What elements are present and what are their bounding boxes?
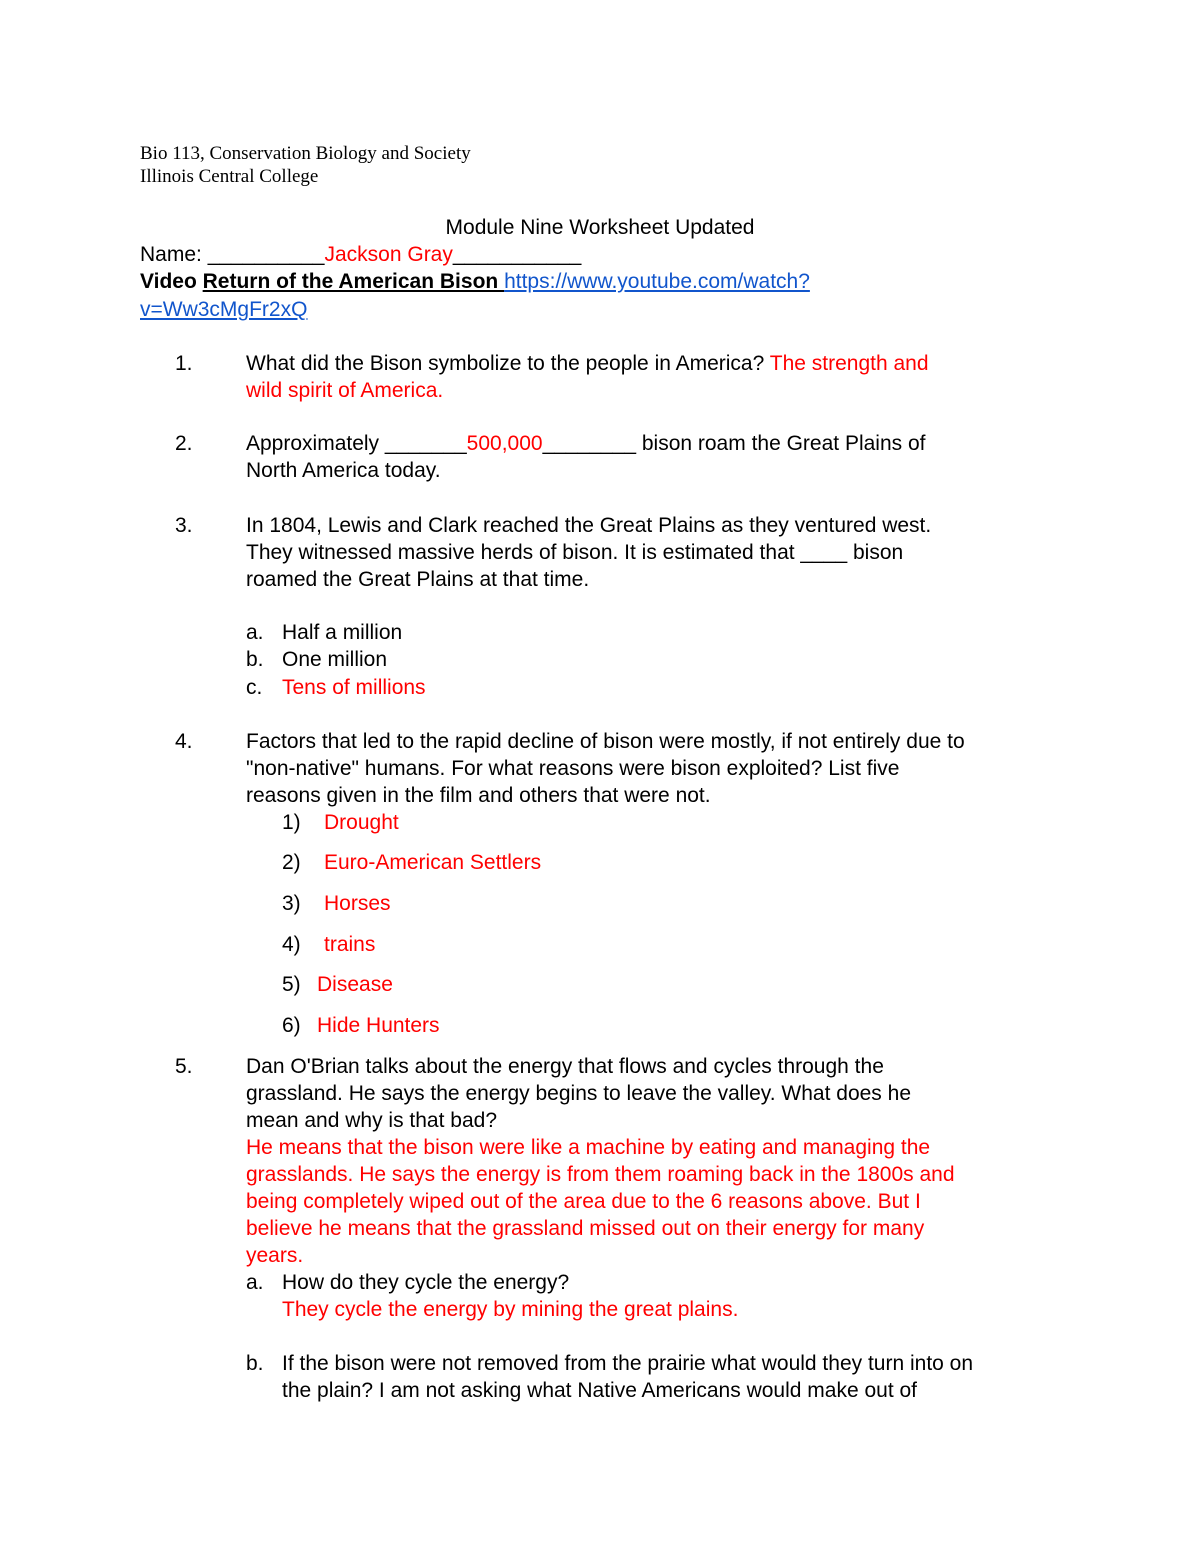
q3-line2: They witnessed massive herds of bison. It is estimated that ____ bison	[246, 541, 904, 564]
student-name: Jackson Gray	[324, 243, 453, 266]
q2-prefix: Approximately _______	[246, 432, 467, 455]
q2-line2: North America today.	[246, 459, 441, 482]
q3-option-letter: a.	[246, 621, 264, 644]
q4-line3: reasons given in the film and others that were not.	[246, 784, 711, 807]
q1-answer: The strength and	[769, 352, 929, 375]
q5a-letter: a.	[246, 1271, 264, 1294]
q3-number: 3.	[175, 514, 193, 537]
q5-line1: Dan O'Brian talks about the energy that flows and cycles through the	[246, 1055, 884, 1078]
q1-answer-continued: wild spirit of America.	[246, 379, 444, 402]
q3-option-letter: b.	[246, 648, 264, 671]
page-title: Module Nine Worksheet Updated	[445, 216, 755, 239]
q3-selected-answer: Tens of millions	[282, 676, 426, 699]
q4-number: 4.	[175, 730, 193, 753]
q5-number: 5.	[175, 1055, 193, 1078]
q3-line3: roamed the Great Plains at that time.	[246, 568, 590, 591]
q5a-answer: They cycle the energy by mining the great plains.	[282, 1298, 739, 1321]
q2-number: 2.	[175, 432, 193, 455]
q3-option-text: Half a million	[282, 621, 403, 644]
q5-line3: mean and why is that bad?	[246, 1109, 497, 1132]
reason-text: Euro-American Settlers	[324, 851, 542, 874]
course-title: Bio 113, Conservation Biology and Society	[140, 143, 471, 164]
q5b-line1: If the bison were not removed from the prairie what would they turn into on	[282, 1352, 974, 1375]
q1-line1	[246, 352, 929, 376]
video-label: Video	[140, 270, 203, 293]
q4-line1: Factors that led to the rapid decline of bison were mostly, if not entirely due to	[246, 730, 965, 753]
name-blank-before: __________	[207, 243, 325, 266]
reason-text: trains	[324, 933, 376, 956]
video-title: Return of the American Bison	[202, 270, 505, 293]
q3-line1: In 1804, Lewis and Clark reached the Great Plains as they ventured west.	[246, 514, 932, 537]
reason-number: 6)	[282, 1014, 301, 1037]
video-link-continued[interactable]: v=Ww3cMgFr2xQ	[140, 298, 308, 321]
reason-number: 1)	[282, 811, 301, 834]
reason-text: Hide Hunters	[317, 1014, 440, 1037]
q2-answer: 500,000	[466, 432, 543, 455]
video-line	[140, 270, 810, 294]
name-blank-after: ___________	[452, 243, 582, 266]
reason-number: 2)	[282, 851, 301, 874]
name-line	[140, 243, 581, 267]
q5-answer-line: grasslands. He says the energy is from them roaming back in the 1800s and	[246, 1163, 955, 1186]
q5b-line2: the plain? I am not asking what Native Americans would make out of	[282, 1379, 918, 1402]
q2-suffix: ________ bison roam the Great Plains of	[542, 432, 926, 455]
college-name: Illinois Central College	[140, 166, 319, 187]
q3-option-text: One million	[282, 648, 388, 671]
video-link[interactable]: https://www.youtube.com/watch?	[504, 270, 810, 293]
q4-line2: "non-native" humans. For what reasons were bison exploited? List five	[246, 757, 900, 780]
q5-answer-line: He means that the bison were like a machine by eating and managing the	[246, 1136, 931, 1159]
reason-text: Disease	[317, 973, 393, 996]
reason-number: 5)	[282, 973, 301, 996]
q3-option-letter: c.	[246, 676, 263, 699]
q5-answer-line: years.	[246, 1244, 304, 1267]
reason-text: Horses	[324, 892, 391, 915]
q5-answer-line: being completely wiped out of the area due to the 6 reasons above. But I	[246, 1190, 921, 1213]
reason-text: Drought	[324, 811, 399, 834]
q5-answer-line: believe he means that the grassland missed out on their energy for many	[246, 1217, 925, 1240]
reason-number: 3)	[282, 892, 301, 915]
name-label: Name:	[140, 243, 208, 266]
q1-question: What did the Bison symbolize to the people in America?	[246, 352, 770, 375]
q5b-letter: b.	[246, 1352, 264, 1375]
reason-number: 4)	[282, 933, 301, 956]
q1-number: 1.	[175, 352, 193, 375]
q5-line2: grassland. He says the energy begins to leave the valley. What does he	[246, 1082, 911, 1105]
q2-line1	[246, 432, 926, 456]
q5a-question: How do they cycle the energy?	[282, 1271, 570, 1294]
